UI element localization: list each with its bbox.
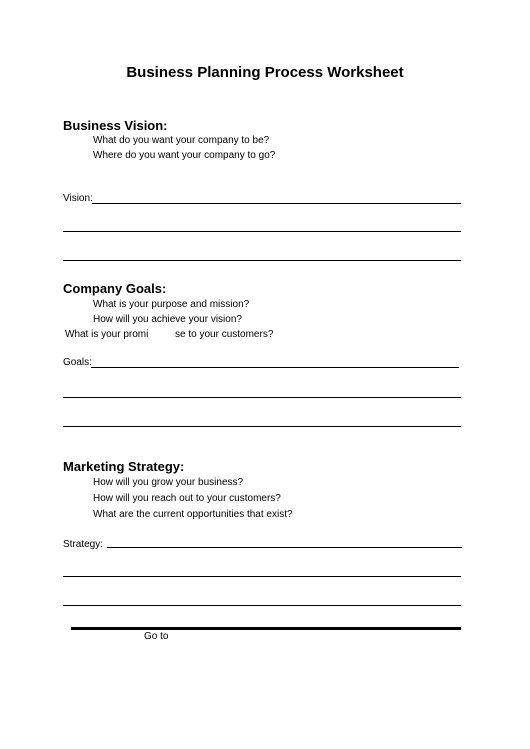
goals-question-2: How will you achieve your vision? [93,314,242,325]
vision-label: Vision: [63,193,93,204]
footer-go-to-link[interactable]: Go to [144,631,169,642]
vision-question-1: What do you want your company to be? [93,135,270,146]
vision-write-line-2[interactable] [63,231,461,232]
strategy-question-1: How will you grow your business? [93,477,244,488]
vision-question-2: Where do you want your company to go? [93,150,276,161]
goals-question-3-part-1: What is your promi [65,329,149,340]
strategy-question-3: What are the current opportunities that exist? [93,509,293,520]
strategy-write-line-3[interactable] [63,605,461,606]
strategy-question-2: How will you reach out to your customers? [93,493,281,504]
goals-question-3-part-2: se to your customers? [175,329,274,340]
goals-write-line-3[interactable] [63,426,461,427]
strategy-write-line-2[interactable] [63,576,461,577]
company-goals-heading: Company Goals: [63,281,167,296]
goals-write-line-1[interactable] [91,367,459,368]
goals-question-1: What is your purpose and mission? [93,299,250,310]
goals-write-line-2[interactable] [63,397,461,398]
business-vision-heading: Business Vision: [63,118,168,133]
vision-write-line-3[interactable] [63,260,461,261]
marketing-strategy-heading: Marketing Strategy: [63,459,185,474]
vision-write-line-1[interactable] [92,203,461,204]
strategy-label: Strategy: [63,539,104,550]
footer-divider [71,627,461,630]
strategy-write-line-1[interactable] [107,547,462,548]
page-title: Business Planning Process Worksheet [126,64,404,81]
goals-label: Goals: [63,357,92,368]
